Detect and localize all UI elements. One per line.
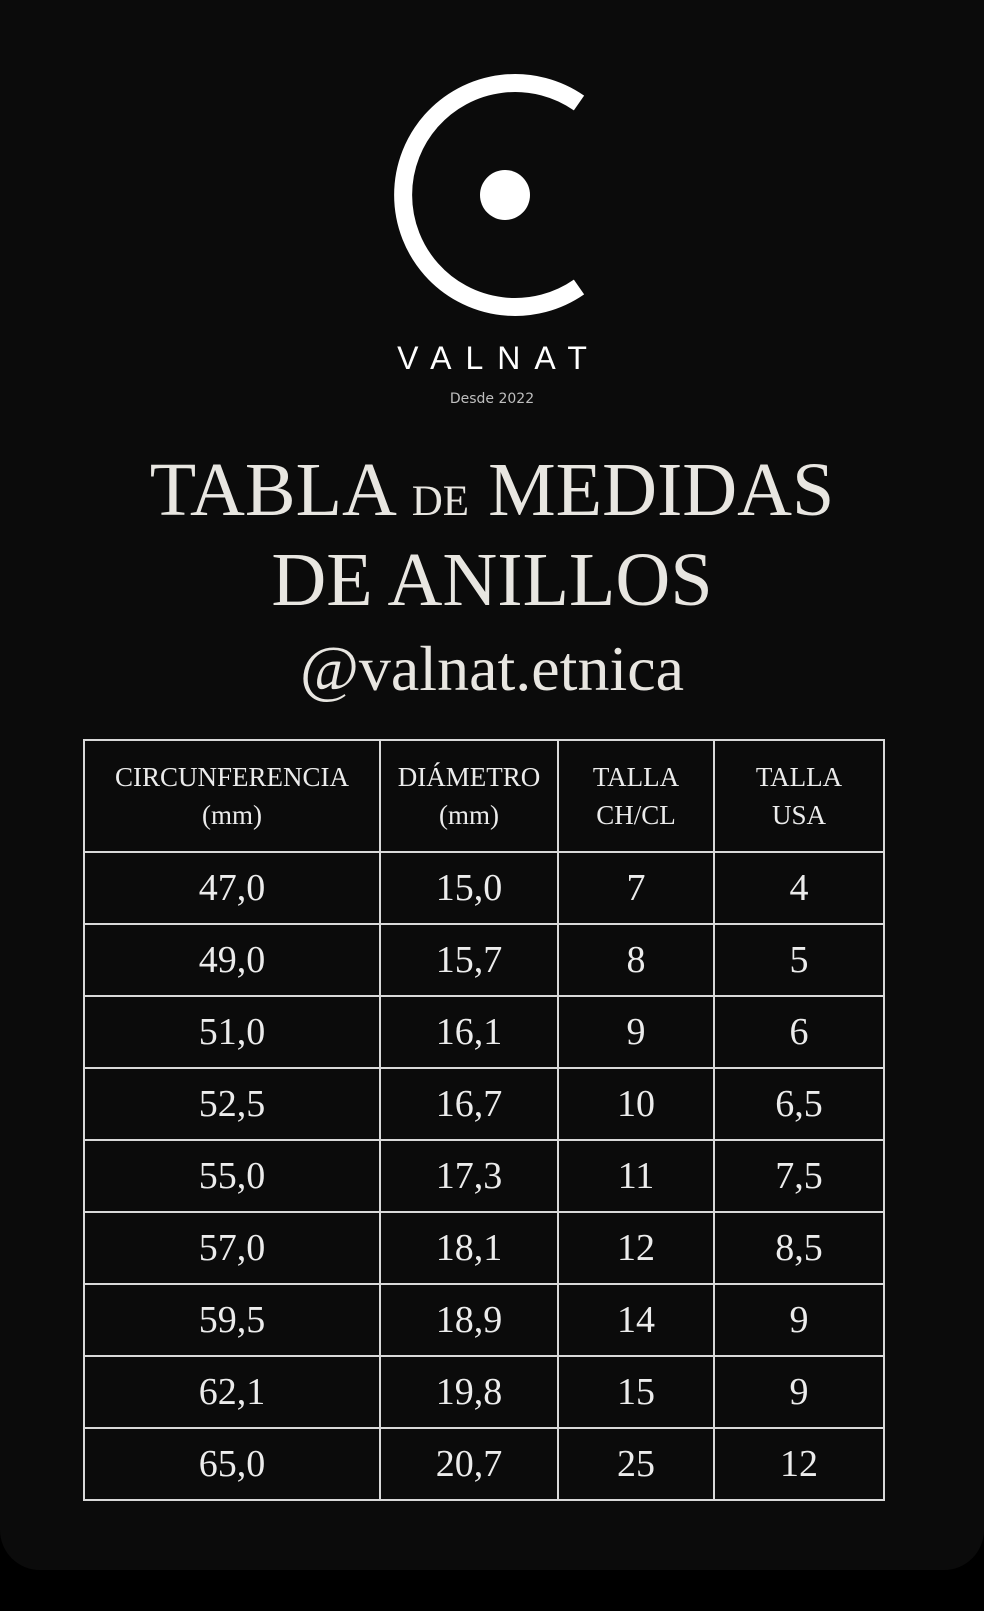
title-word-de: de bbox=[411, 461, 470, 529]
cell-circumference: 47,0 bbox=[84, 852, 380, 924]
brand-name: VALNAT bbox=[397, 340, 601, 376]
header-label: DIÁMETRO bbox=[397, 762, 541, 792]
cell-diameter: 17,3 bbox=[380, 1140, 558, 1212]
cell-diameter: 19,8 bbox=[380, 1356, 558, 1428]
header-unit: (mm) bbox=[202, 800, 262, 830]
cell-size-ch-cl: 25 bbox=[558, 1428, 714, 1500]
cell-diameter: 16,7 bbox=[380, 1068, 558, 1140]
table-row bbox=[84, 1428, 884, 1500]
header-size-usa bbox=[714, 740, 884, 852]
cell-circumference: 55,0 bbox=[84, 1140, 380, 1212]
cell-size-ch-cl: 9 bbox=[558, 996, 714, 1068]
header-label: TALLA bbox=[592, 762, 680, 792]
page-title-line-2: DE ANILLOS bbox=[271, 538, 713, 622]
table-row bbox=[84, 996, 884, 1068]
cell-size-usa: 5 bbox=[714, 924, 884, 996]
cell-circumference: 57,0 bbox=[84, 1212, 380, 1284]
ring-size-table bbox=[83, 739, 885, 1501]
header-unit: CH/CL bbox=[596, 800, 676, 830]
cell-circumference: 65,0 bbox=[84, 1428, 380, 1500]
header-unit: USA bbox=[771, 800, 826, 830]
table-row bbox=[84, 924, 884, 996]
cell-size-usa: 9 bbox=[714, 1356, 884, 1428]
cell-size-usa: 6 bbox=[714, 996, 884, 1068]
table-row bbox=[84, 1212, 884, 1284]
cell-diameter: 16,1 bbox=[380, 996, 558, 1068]
cell-circumference: 62,1 bbox=[84, 1356, 380, 1428]
table-row bbox=[84, 1068, 884, 1140]
header-diameter bbox=[380, 740, 558, 852]
header-size-ch-cl bbox=[558, 740, 714, 852]
cell-diameter: 15,7 bbox=[380, 924, 558, 996]
logo bbox=[0, 65, 984, 325]
cell-diameter: 18,9 bbox=[380, 1284, 558, 1356]
cell-size-usa: 7,5 bbox=[714, 1140, 884, 1212]
header-label: CIRCUNFERENCIA bbox=[114, 762, 350, 792]
cell-circumference: 59,5 bbox=[84, 1284, 380, 1356]
cell-size-ch-cl: 15 bbox=[558, 1356, 714, 1428]
cell-size-ch-cl: 14 bbox=[558, 1284, 714, 1356]
table-row bbox=[84, 1284, 884, 1356]
c-dot-logo-icon bbox=[377, 65, 607, 325]
table-row bbox=[84, 1356, 884, 1428]
cell-diameter: 18,1 bbox=[380, 1212, 558, 1284]
table-row bbox=[84, 1140, 884, 1212]
cell-size-usa: 8,5 bbox=[714, 1212, 884, 1284]
cell-size-ch-cl: 12 bbox=[558, 1212, 714, 1284]
header-unit: (mm) bbox=[439, 800, 499, 830]
header-label: TALLA bbox=[755, 762, 843, 792]
social-handle: @valnat.etnica bbox=[299, 633, 685, 704]
cell-size-usa: 4 bbox=[714, 852, 884, 924]
cell-size-ch-cl: 10 bbox=[558, 1068, 714, 1140]
title-word-medidas: MEDIDAS bbox=[488, 448, 835, 532]
cell-size-usa: 6,5 bbox=[714, 1068, 884, 1140]
cell-diameter: 15,0 bbox=[380, 852, 558, 924]
cell-size-ch-cl: 7 bbox=[558, 852, 714, 924]
table-row bbox=[84, 852, 884, 924]
cell-size-ch-cl: 8 bbox=[558, 924, 714, 996]
cell-circumference: 52,5 bbox=[84, 1068, 380, 1140]
cell-diameter: 20,7 bbox=[380, 1428, 558, 1500]
brand-since: Desde 2022 bbox=[449, 391, 535, 407]
cell-size-ch-cl: 11 bbox=[558, 1140, 714, 1212]
title-word-tabla: TABLA bbox=[149, 448, 393, 532]
cell-size-usa: 12 bbox=[714, 1428, 884, 1500]
cell-size-usa: 9 bbox=[714, 1284, 884, 1356]
cell-circumference: 49,0 bbox=[84, 924, 380, 996]
cell-circumference: 51,0 bbox=[84, 996, 380, 1068]
table-header-row bbox=[84, 740, 884, 852]
page-title-line-1 bbox=[0, 448, 984, 532]
header-circumference bbox=[84, 740, 380, 852]
